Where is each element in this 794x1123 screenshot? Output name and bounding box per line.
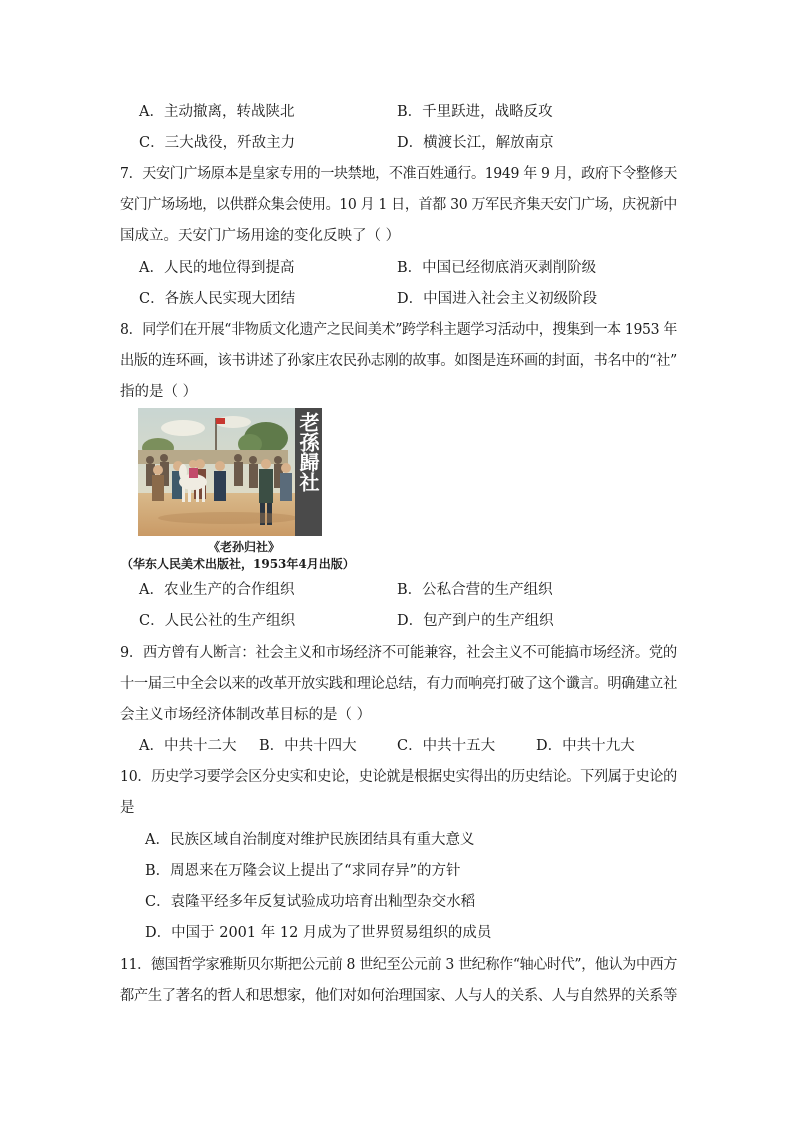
q7-stem-line1: 7．天安门广场原本是皇家专用的一块禁地，不准百姓通行。1949 年 9 月，政府下令整修天 xyxy=(120,166,677,182)
q10-option-c: C．袁隆平经多年反复试验成功培育出籼型杂交水稻 xyxy=(145,894,476,910)
q10-option-b: B．周恩来在万隆会议上提出了“求同存异”的方针 xyxy=(145,863,461,879)
q6-option-a: A．主动撤离，转战陕北 xyxy=(139,104,295,120)
q6-option-d: D．横渡长江，解放南京 xyxy=(397,135,554,151)
q7-option-b: B．中国已经彻底消灭剥削阶级 xyxy=(397,260,597,276)
q7-stem-line3: 国成立。天安门广场用途的变化反映了（ ） xyxy=(120,228,401,244)
q9-stem-line2: 十一届三中全会以来的改革开放实践和理论总结，有力而响亮打破了这个谶言。明确建立社 xyxy=(120,676,677,692)
q9-stem-line3: 会主义市场经济体制改革目标的是（ ） xyxy=(120,707,372,723)
q8-option-a: A．农业生产的合作组织 xyxy=(139,582,295,598)
q8-option-d: D．包产到户的生产组织 xyxy=(397,613,554,629)
q10-stem-line2: 是 xyxy=(120,800,135,816)
cover-title: 老孫歸社 xyxy=(296,412,320,492)
q7-stem-line2: 安门广场场地，以供群众集会使用。10 月 1 日，首都 30 万军民齐集天安门广场，庆祝新中 xyxy=(120,197,677,213)
comic-cover-image xyxy=(138,408,322,536)
q8-stem-line2: 出版的连环画，该书讲述了孙家庄农民孙志刚的故事。如图是连环画的封面，书名中的“社” xyxy=(120,353,677,369)
q8-stem-line3: 指的是（ ） xyxy=(120,384,198,400)
q6-option-b: B．千里跃进，战略反攻 xyxy=(397,104,553,120)
q7-option-c: C．各族人民实现大团结 xyxy=(139,291,296,307)
q10-stem-line1: 10．历史学习要学会区分史实和史论，史论就是根据史实得出的历史结论。下列属于史论的 xyxy=(120,769,677,785)
q7-option-a: A．人民的地位得到提高 xyxy=(139,260,295,276)
q6-option-c: C．三大战役，歼敌主力 xyxy=(139,135,296,151)
q9-option-c: C．中共十五大 xyxy=(397,738,496,754)
q9-stem-line1: 9．西方曾有人断言：社会主义和市场经济不可能兼容，社会主义不可能搞市场经济。党的 xyxy=(120,645,677,661)
q11-stem-line1: 11．德国哲学家雅斯贝尔斯把公元前 8 世纪至公元前 3 世纪称作“轴心时代”，他认为中西方 xyxy=(120,957,677,973)
q9-option-d: D．中共十九大 xyxy=(536,738,635,754)
q10-option-a: A．民族区域自治制度对维护民族团结具有重大意义 xyxy=(145,832,475,848)
q8-option-b: B．公私合营的生产组织 xyxy=(397,582,553,598)
q9-option-a: A．中共十二大 xyxy=(139,738,237,754)
q7-option-d: D．中国进入社会主义初级阶段 xyxy=(397,291,598,307)
cover-caption-title: 《老孙归社》 xyxy=(208,540,281,554)
q8-option-c: C．人民公社的生产组织 xyxy=(139,613,296,629)
q9-option-b: B．中共十四大 xyxy=(259,738,357,754)
q10-option-d: D．中国于 2001 年 12 月成为了世界贸易组织的成员 xyxy=(145,925,492,941)
q11-stem-line2: 都产生了著名的哲人和思想家，他们对如何治理国家、人与人的关系、人与自然界的关系等 xyxy=(120,988,677,1004)
cover-caption-publisher: （华东人民美术出版社，1953年4月出版） xyxy=(121,557,355,571)
q8-stem-line1: 8．同学们在开展“非物质文化遗产之民间美术”跨学科主题学习活动中，搜集到一本 1953 年 xyxy=(120,322,677,338)
